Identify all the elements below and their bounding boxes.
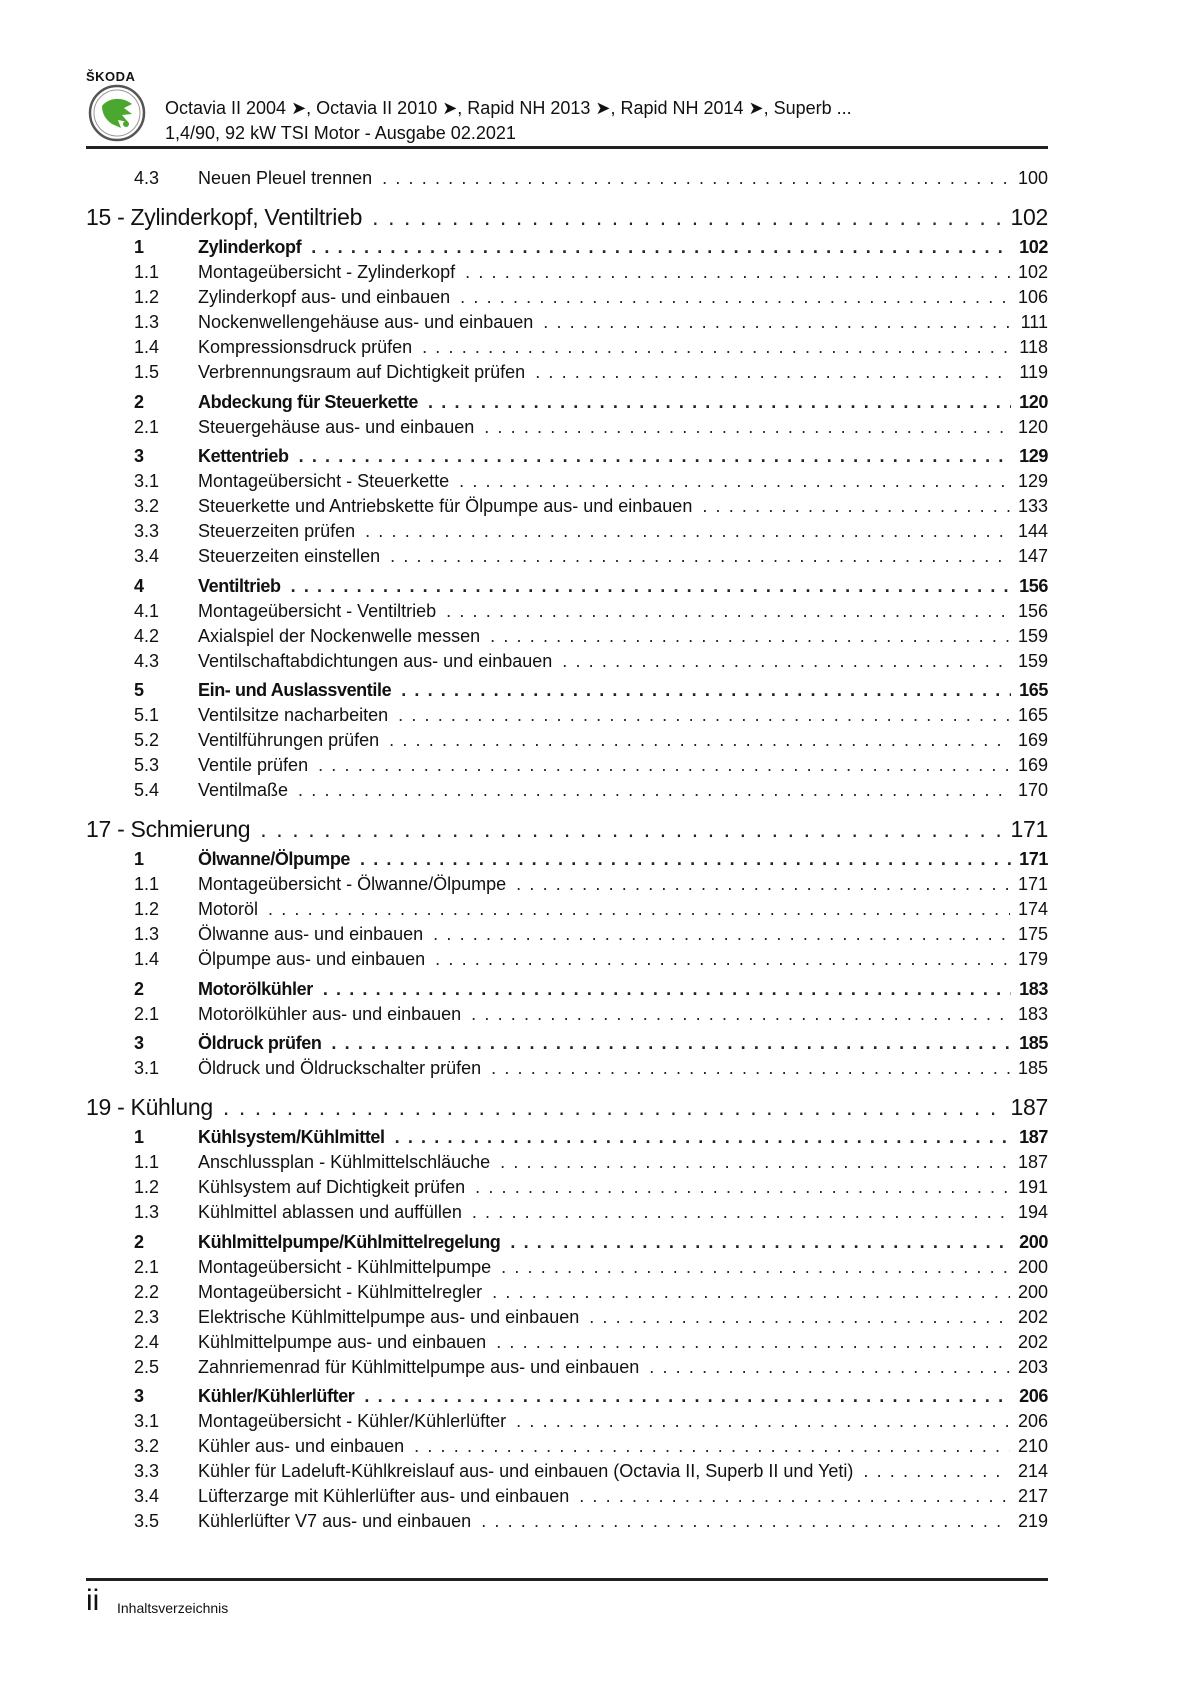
toc-entry-number: 2.2 xyxy=(134,1281,160,1302)
dot-leader xyxy=(516,872,1010,897)
toc-entry-number: 2.5 xyxy=(134,1356,160,1377)
dot-leader xyxy=(414,1434,1010,1459)
toc-entry-sub[interactable] xyxy=(86,1484,1048,1509)
toc-entry-number: 2.1 xyxy=(134,1003,160,1024)
toc-entry-page: 206 xyxy=(1019,1386,1048,1406)
toc-entry-sub[interactable] xyxy=(86,728,1048,753)
toc-entry-sub[interactable] xyxy=(86,599,1048,624)
toc-entry-title: Motorölkühler aus- und einbauen xyxy=(198,1003,462,1024)
toc-entry-title: Elektrische Kühlmittelpumpe aus- und einbauen xyxy=(198,1306,580,1327)
toc-entry-page: 129 xyxy=(1019,446,1048,466)
toc-entry-sub[interactable] xyxy=(86,469,1048,494)
dot-leader xyxy=(223,1091,1003,1123)
toc-entry-title: Ventile prüfen xyxy=(198,755,309,775)
toc-entry-title: Öldruck und Öldruckschalter prüfen xyxy=(198,1058,482,1078)
header-models: Octavia II 2004 ➤, Octavia II 2010 ➤, Rapid NH 2013 ➤, Rapid NH 2014 ➤, Superb ... xyxy=(165,98,852,118)
toc-entry-number: 5.3 xyxy=(134,755,160,775)
toc-entry-sub[interactable] xyxy=(86,166,1048,191)
toc-entry-title: Motorölkühler xyxy=(198,978,313,999)
toc-entry-sec[interactable] xyxy=(86,847,1048,872)
toc-entry-page: 202 xyxy=(1017,1306,1048,1327)
toc-entry-number: 3.2 xyxy=(134,496,160,516)
dot-leader xyxy=(422,335,1011,360)
toc-entry-page: 187 xyxy=(1019,1127,1048,1147)
toc-entry-number: 2.4 xyxy=(134,1331,160,1352)
toc-entry-number: 1.1 xyxy=(134,262,160,282)
toc-entry-sub[interactable] xyxy=(86,360,1048,385)
toc-entry-page: 219 xyxy=(1017,1511,1048,1531)
toc-entry-sub[interactable] xyxy=(86,1002,1048,1027)
skoda-brand-wordmark: ŠKODA xyxy=(86,69,136,84)
toc-entry-title: Zylinderkopf aus- und einbauen xyxy=(198,287,451,307)
toc-entry-number: 3.3 xyxy=(134,1461,160,1481)
toc-entry-sub[interactable] xyxy=(86,753,1048,778)
toc-entry-number: 2.3 xyxy=(134,1306,160,1327)
dot-leader xyxy=(318,753,1010,778)
toc-entry-page: 100 xyxy=(1017,168,1048,188)
toc-entry-page: 200 xyxy=(1017,1256,1048,1277)
toc-entry-sub[interactable] xyxy=(86,872,1048,897)
toc-entry-page: 202 xyxy=(1017,1331,1048,1352)
toc-entry-number: 2 xyxy=(134,1231,145,1252)
dot-leader xyxy=(510,1230,1011,1255)
dot-leader xyxy=(535,360,1011,385)
toc-entry-title: Ölwanne/Ölpumpe xyxy=(198,849,351,869)
dot-leader xyxy=(446,599,1010,624)
dot-leader xyxy=(395,1125,1012,1150)
dot-leader xyxy=(390,544,1010,569)
toc-entry-page: 200 xyxy=(1017,1281,1048,1302)
dot-leader xyxy=(649,1355,1010,1380)
toc-entry-page: 120 xyxy=(1017,416,1048,437)
dot-leader xyxy=(543,310,1012,335)
toc-entry-page: 144 xyxy=(1017,521,1048,541)
toc-entry-number: 3.1 xyxy=(134,471,160,491)
table-of-contents xyxy=(86,166,1048,1534)
dot-leader xyxy=(389,728,1010,753)
toc-entry-number: 1.4 xyxy=(134,949,160,969)
toc-entry-sec[interactable] xyxy=(86,235,1048,260)
toc-entry-title: Zylinderkopf xyxy=(198,237,302,257)
dot-leader xyxy=(323,977,1011,1002)
toc-entry-sub[interactable] xyxy=(86,1409,1048,1434)
dot-leader xyxy=(562,649,1010,674)
toc-entry-page: 170 xyxy=(1017,780,1048,800)
toc-entry-sec[interactable] xyxy=(86,444,1048,469)
toc-entry-title: Verbrennungsraum auf Dichtigkeit prüfen xyxy=(198,362,526,382)
toc-entry-title: Lüfterzarge mit Kühlerlüfter aus- und einbauen xyxy=(198,1486,570,1506)
toc-entry-title: Ventilführungen prüfen xyxy=(198,730,380,750)
toc-entry-number: 1.3 xyxy=(134,312,160,332)
toc-entry-page: 119 xyxy=(1019,362,1048,382)
footer-label: Inhaltsverzeichnis xyxy=(117,1600,229,1616)
toc-entry-title: Steuerkette und Antriebskette für Ölpumpe aus- und einbauen xyxy=(198,496,693,516)
toc-entry-title: Ölwanne aus- und einbauen xyxy=(198,924,424,944)
dot-leader xyxy=(863,1459,1010,1484)
dot-leader xyxy=(382,166,1010,191)
toc-entry-title: Motoröl xyxy=(198,899,259,919)
dot-leader xyxy=(500,1150,1010,1175)
footer-divider xyxy=(86,1578,1048,1581)
toc-entry-title: Öldruck prüfen xyxy=(198,1033,322,1053)
dot-leader xyxy=(490,624,1010,649)
toc-entry-title: Kompressionsdruck prüfen xyxy=(198,337,413,357)
dot-leader xyxy=(472,1200,1010,1225)
toc-entry-title: Kühler für Ladeluft-Kühlkreislauf aus- und einbauen (Octavia II, Superb II und Yeti) xyxy=(198,1461,854,1481)
toc-entry-sub[interactable] xyxy=(86,649,1048,674)
dot-leader xyxy=(516,1409,1010,1434)
toc-entry-number: 5.4 xyxy=(134,780,160,800)
toc-entry-title: Montageübersicht - Ölwanne/Ölpumpe xyxy=(198,874,507,894)
toc-entry-title: Montageübersicht - Kühlmittelregler xyxy=(198,1281,483,1302)
toc-entry-sub[interactable] xyxy=(86,1355,1048,1380)
toc-entry-number: 3.2 xyxy=(134,1436,160,1456)
dot-leader xyxy=(501,1255,1010,1280)
toc-entry-sub[interactable] xyxy=(86,1434,1048,1459)
toc-entry-number: 4 xyxy=(134,575,145,596)
toc-entry-title: Kühler/Kühlerlüfter xyxy=(198,1386,355,1406)
toc-entry-page: 191 xyxy=(1017,1177,1048,1197)
toc-entry-page: 165 xyxy=(1019,680,1048,700)
toc-entry-page: 147 xyxy=(1017,546,1048,566)
toc-entry-title: Steuergehäuse aus- und einbauen xyxy=(198,416,475,437)
dot-leader xyxy=(360,847,1011,872)
dot-leader xyxy=(401,678,1011,703)
toc-entry-page: 102 xyxy=(1019,237,1048,257)
toc-entry-sub[interactable] xyxy=(86,544,1048,569)
dot-leader xyxy=(433,922,1010,947)
toc-entry-sub[interactable] xyxy=(86,624,1048,649)
toc-entry-number: 1.2 xyxy=(134,287,160,307)
toc-entry-number: 1.4 xyxy=(134,337,160,357)
toc-entry-page: 179 xyxy=(1017,949,1048,969)
dot-leader xyxy=(702,494,1010,519)
dot-leader xyxy=(311,235,1011,260)
toc-entry-title: Kühlerlüfter V7 aus- und einbauen xyxy=(198,1511,472,1531)
toc-entry-title: Kühlmittel ablassen und auffüllen xyxy=(198,1202,462,1222)
footer-page-number: ii xyxy=(86,1584,100,1617)
toc-entry-page: 175 xyxy=(1017,924,1048,944)
dot-leader xyxy=(372,201,1002,233)
toc-entry-page: 156 xyxy=(1019,575,1048,596)
toc-entry-page: 118 xyxy=(1019,337,1048,357)
toc-entry-sec[interactable] xyxy=(86,1031,1048,1056)
dot-leader xyxy=(298,778,1010,803)
toc-entry-title: Montageübersicht - Kühler/Kühlerlüfter xyxy=(198,1411,507,1431)
toc-entry-number: 1 xyxy=(134,1127,145,1147)
toc-entry-title: 17 - Schmierung xyxy=(86,816,251,842)
toc-entry-sub[interactable] xyxy=(86,335,1048,360)
toc-entry-page: 194 xyxy=(1017,1202,1048,1222)
toc-entry-page: 185 xyxy=(1017,1058,1048,1078)
toc-entry-sub[interactable] xyxy=(86,703,1048,728)
toc-entry-title: Abdeckung für Steuerkette xyxy=(198,391,419,412)
dot-leader xyxy=(268,897,1010,922)
toc-entry-title: 19 - Kühlung xyxy=(86,1094,213,1120)
toc-entry-title: 15 - Zylinderkopf, Ventiltrieb xyxy=(86,204,363,230)
toc-entry-number: 2.1 xyxy=(134,1256,160,1277)
toc-entry-page: 183 xyxy=(1017,1003,1048,1024)
dot-leader xyxy=(484,415,1010,440)
toc-entry-number: 2 xyxy=(134,391,145,412)
dot-leader xyxy=(428,390,1011,415)
dot-leader xyxy=(291,574,1012,599)
toc-entry-page: 156 xyxy=(1017,600,1048,621)
toc-entry-title: Steuerzeiten einstellen xyxy=(198,546,381,566)
toc-entry-number: 4.3 xyxy=(134,168,160,188)
dot-leader xyxy=(364,1384,1011,1409)
toc-entry-sub[interactable] xyxy=(86,519,1048,544)
toc-entry-title: Montageübersicht - Kühlmittelpumpe xyxy=(198,1256,492,1277)
toc-entry-title: Anschlussplan - Kühlmittelschläuche xyxy=(198,1152,491,1172)
toc-entry-page: 102 xyxy=(1017,262,1048,282)
toc-entry-sub[interactable] xyxy=(86,494,1048,519)
toc-entry-title: Kühlmittelpumpe/Kühlmittelregelung xyxy=(198,1231,501,1252)
toc-entry-title: Ventilschaftabdichtungen aus- und einbauen xyxy=(198,650,553,671)
dot-leader xyxy=(589,1305,1010,1330)
toc-entry-number: 2.1 xyxy=(134,416,160,437)
toc-entry-sec[interactable] xyxy=(86,678,1048,703)
toc-entry-page: 171 xyxy=(1017,874,1048,894)
toc-entry-page: 169 xyxy=(1017,755,1048,775)
toc-entry-sub[interactable] xyxy=(86,1255,1048,1280)
toc-entry-page: 159 xyxy=(1017,650,1048,671)
toc-entry-number: 3 xyxy=(134,1033,145,1053)
toc-entry-title: Ölpumpe aus- und einbauen xyxy=(198,949,426,969)
toc-entry-number: 3.5 xyxy=(134,1511,160,1531)
toc-entry-page: 120 xyxy=(1019,391,1048,412)
toc-entry-title: Steuerzeiten prüfen xyxy=(198,521,356,541)
toc-entry-page: 174 xyxy=(1017,899,1048,919)
toc-entry-sub[interactable] xyxy=(86,947,1048,972)
toc-entry-page: 185 xyxy=(1019,1033,1048,1053)
toc-entry-number: 4.3 xyxy=(134,650,160,671)
toc-entry-sub[interactable] xyxy=(86,922,1048,947)
toc-entry-title: Axialspiel der Nockenwelle messen xyxy=(198,625,481,646)
dot-leader xyxy=(398,703,1010,728)
toc-entry-page: 214 xyxy=(1017,1461,1048,1481)
toc-entry-page: 210 xyxy=(1017,1436,1048,1456)
dot-leader xyxy=(365,519,1010,544)
toc-entry-chap[interactable] xyxy=(86,201,1048,233)
toc-entry-page: 187 xyxy=(1010,1094,1048,1120)
toc-entry-number: 5.2 xyxy=(134,730,160,750)
toc-entry-number: 1.1 xyxy=(134,1152,160,1172)
toc-entry-page: 106 xyxy=(1017,287,1048,307)
toc-entry-sec[interactable] xyxy=(86,1384,1048,1409)
toc-entry-title: Ventiltrieb xyxy=(198,575,281,596)
toc-entry-title: Zahnriemenrad für Kühlmittelpumpe aus- und einbauen xyxy=(198,1356,640,1377)
toc-entry-sub[interactable] xyxy=(86,1150,1048,1175)
toc-entry-number: 3.4 xyxy=(134,1486,160,1506)
toc-entry-sub[interactable] xyxy=(86,1305,1048,1330)
toc-entry-sec[interactable] xyxy=(86,1230,1048,1255)
toc-entry-title: Kühlsystem auf Dichtigkeit prüfen xyxy=(198,1177,466,1197)
toc-entry-title: Kühler aus- und einbauen xyxy=(198,1436,405,1456)
toc-entry-sub[interactable] xyxy=(86,1330,1048,1355)
toc-entry-number: 3 xyxy=(134,446,145,466)
toc-entry-sub[interactable] xyxy=(86,1056,1048,1081)
toc-entry-sub[interactable] xyxy=(86,1459,1048,1484)
toc-entry-title: Kühlmittelpumpe aus- und einbauen xyxy=(198,1331,487,1352)
toc-entry-page: 171 xyxy=(1019,849,1048,869)
toc-entry-sub[interactable] xyxy=(86,1175,1048,1200)
toc-entry-page: 165 xyxy=(1017,705,1048,725)
document-header-title xyxy=(165,96,852,146)
toc-entry-sec[interactable] xyxy=(86,574,1048,599)
toc-entry-sub[interactable] xyxy=(86,778,1048,803)
toc-entry-sub[interactable] xyxy=(86,1280,1048,1305)
toc-entry-page: 169 xyxy=(1017,730,1048,750)
dot-leader xyxy=(496,1330,1010,1355)
toc-entry-sub[interactable] xyxy=(86,1200,1048,1225)
toc-entry-page: 217 xyxy=(1017,1486,1048,1506)
dot-leader xyxy=(492,1280,1010,1305)
toc-entry-sub[interactable] xyxy=(86,897,1048,922)
dot-leader xyxy=(471,1002,1010,1027)
toc-entry-title: Kühlsystem/Kühlmittel xyxy=(198,1127,385,1147)
skoda-logo-icon xyxy=(88,84,146,142)
toc-entry-number: 2 xyxy=(134,978,145,999)
toc-entry-number: 5 xyxy=(134,680,145,700)
dot-leader xyxy=(491,1056,1010,1081)
dot-leader xyxy=(579,1484,1010,1509)
toc-entry-number: 1 xyxy=(134,849,145,869)
toc-entry-chap[interactable] xyxy=(86,813,1048,845)
toc-entry-number: 3.1 xyxy=(134,1411,160,1431)
toc-entry-number: 1.3 xyxy=(134,1202,160,1222)
toc-entry-number: 4.2 xyxy=(134,625,160,646)
dot-leader xyxy=(459,469,1010,494)
toc-entry-number: 3.3 xyxy=(134,521,160,541)
toc-entry-title: Montageübersicht - Steuerkette xyxy=(198,471,450,491)
toc-entry-number: 4.1 xyxy=(134,600,160,621)
dot-leader xyxy=(465,260,1010,285)
toc-entry-sec[interactable] xyxy=(86,977,1048,1002)
toc-entry-sub[interactable] xyxy=(86,310,1048,335)
dot-leader xyxy=(331,1031,1011,1056)
header-divider xyxy=(86,146,1048,149)
dot-leader xyxy=(460,285,1010,310)
toc-entry-sec[interactable] xyxy=(86,1125,1048,1150)
toc-entry-title: Nockenwellengehäuse aus- und einbauen xyxy=(198,312,534,332)
toc-entry-number: 1.1 xyxy=(134,874,160,894)
toc-entry-title: Montageübersicht - Ventiltrieb xyxy=(198,600,437,621)
toc-entry-title: Ventilmaße xyxy=(198,780,289,800)
toc-entry-page: 102 xyxy=(1010,204,1048,230)
toc-entry-page: 200 xyxy=(1019,1231,1048,1252)
toc-entry-page: 133 xyxy=(1017,496,1048,516)
dot-leader xyxy=(435,947,1010,972)
dot-leader xyxy=(475,1175,1010,1200)
toc-entry-title: Neuen Pleuel trennen xyxy=(198,168,373,188)
toc-entry-sub[interactable] xyxy=(86,415,1048,440)
toc-entry-page: 203 xyxy=(1017,1356,1048,1377)
toc-entry-number: 1 xyxy=(134,237,145,257)
toc-entry-sub[interactable] xyxy=(86,285,1048,310)
toc-entry-number: 1.5 xyxy=(134,362,160,382)
toc-entry-page: 206 xyxy=(1017,1411,1048,1431)
toc-entry-page: 129 xyxy=(1017,471,1048,491)
toc-entry-page: 111 xyxy=(1020,312,1048,332)
toc-entry-page: 171 xyxy=(1010,816,1048,842)
toc-entry-number: 5.1 xyxy=(134,705,160,725)
toc-entry-chap[interactable] xyxy=(86,1091,1048,1123)
toc-entry-number: 1.2 xyxy=(134,1177,160,1197)
toc-entry-sub[interactable] xyxy=(86,1509,1048,1534)
toc-entry-title: Ein- und Auslassventile xyxy=(198,680,392,700)
toc-entry-number: 3.1 xyxy=(134,1058,160,1078)
toc-entry-number: 3 xyxy=(134,1386,145,1406)
toc-entry-page: 183 xyxy=(1019,978,1048,999)
toc-entry-title: Kettentrieb xyxy=(198,446,289,466)
toc-entry-page: 159 xyxy=(1017,625,1048,646)
toc-entry-number: 3.4 xyxy=(134,546,160,566)
toc-entry-title: Ventilsitze nacharbeiten xyxy=(198,705,389,725)
toc-entry-sub[interactable] xyxy=(86,260,1048,285)
dot-leader xyxy=(299,444,1012,469)
dot-leader xyxy=(260,813,1002,845)
toc-entry-number: 1.2 xyxy=(134,899,160,919)
toc-entry-number: 1.3 xyxy=(134,924,160,944)
toc-entry-sec[interactable] xyxy=(86,390,1048,415)
dot-leader xyxy=(481,1509,1010,1534)
header-engine-edition: 1,4/90, 92 kW TSI Motor - Ausgabe 02.2021 xyxy=(165,123,516,143)
toc-entry-page: 187 xyxy=(1017,1152,1048,1172)
toc-entry-title: Montageübersicht - Zylinderkopf xyxy=(198,262,456,282)
